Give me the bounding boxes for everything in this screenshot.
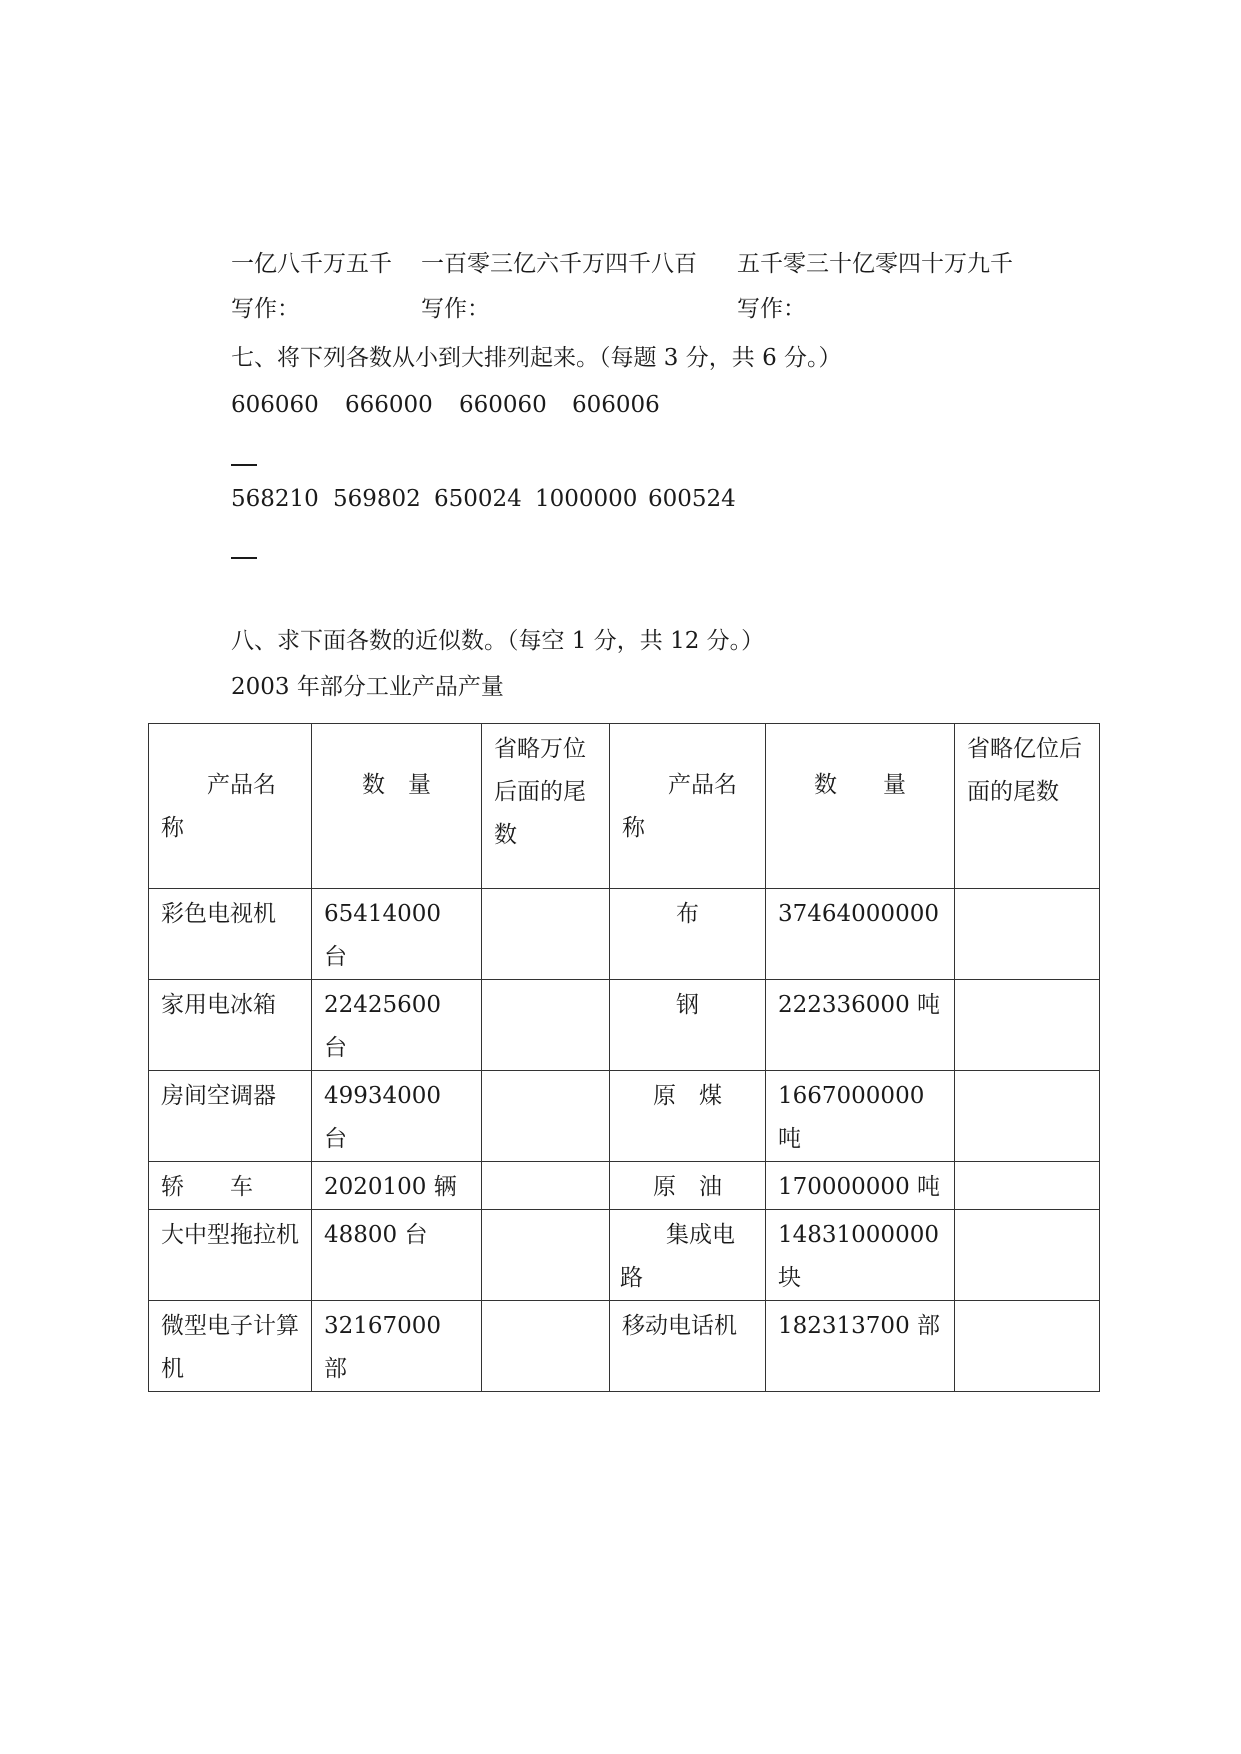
answer-cell[interactable]	[955, 1162, 1100, 1210]
header-qty-left: 数 量	[312, 724, 482, 889]
header-approx-right: 省略亿位后面的尾数	[955, 724, 1100, 889]
product-quantity: 49934000 台	[312, 1071, 482, 1162]
answer-cell[interactable]	[482, 1301, 610, 1392]
set1-num-2: 666000	[345, 392, 433, 418]
answer-cell[interactable]	[482, 1210, 610, 1301]
set1-num-1: 606060	[231, 392, 319, 418]
header-approx-left: 省略万位后面的尾数	[482, 724, 610, 889]
header-name-right: 产品名 称	[610, 724, 766, 889]
product-quantity: 22425600 台	[312, 980, 482, 1071]
set2-num-1: 568210	[231, 486, 319, 512]
product-quantity: 37464000000	[766, 889, 955, 980]
product-quantity: 14831000000 块	[766, 1210, 955, 1301]
set2-num-2: 569802	[333, 486, 421, 512]
product-name: 钢	[610, 980, 766, 1071]
set2-num-5: 600524	[648, 486, 736, 512]
production-table	[148, 723, 1100, 1392]
table-title: 2003 年部分工业产品产量	[231, 674, 504, 700]
answer-cell[interactable]	[955, 1210, 1100, 1301]
answer-line-2	[231, 557, 257, 559]
table-row	[149, 1071, 1100, 1162]
answer-cell[interactable]	[482, 1071, 610, 1162]
product-name: 原 煤	[610, 1071, 766, 1162]
set2-num-3: 650024	[434, 486, 522, 512]
section8-heading: 八、求下面各数的近似数。（每空 1 分，共 12 分。）	[231, 628, 765, 654]
product-quantity: 65414000 台	[312, 889, 482, 980]
table-row	[149, 889, 1100, 980]
product-name: 原 油	[610, 1162, 766, 1210]
product-quantity: 48800 台	[312, 1210, 482, 1301]
set2-num-4: 1000000	[535, 486, 638, 512]
product-quantity: 222336000 吨	[766, 980, 955, 1071]
product-name: 大中型拖拉机	[149, 1210, 312, 1301]
write-label-2: 写作：	[421, 296, 490, 322]
table-row	[149, 1162, 1100, 1210]
product-name: 移动电话机	[610, 1301, 766, 1392]
product-quantity: 2020100 辆	[312, 1162, 482, 1210]
product-quantity: 170000000 吨	[766, 1162, 955, 1210]
write-item-3: 五千零三十亿零四十万九千	[737, 251, 1013, 277]
answer-cell[interactable]	[482, 980, 610, 1071]
set1-num-3: 660060	[459, 392, 547, 418]
write-label-1: 写作：	[231, 296, 300, 322]
product-name: 房间空调器	[149, 1071, 312, 1162]
product-name: 家用电冰箱	[149, 980, 312, 1071]
write-label-3: 写作：	[737, 296, 806, 322]
write-item-1: 一亿八千万五千	[231, 251, 392, 277]
answer-cell[interactable]	[955, 889, 1100, 980]
answer-cell[interactable]	[482, 1162, 610, 1210]
product-name: 轿 车	[149, 1162, 312, 1210]
table-header-row	[149, 724, 1100, 889]
answer-line-1	[231, 464, 257, 466]
product-quantity: 1667000000 吨	[766, 1071, 955, 1162]
set1-num-4: 606006	[572, 392, 660, 418]
table-row	[149, 980, 1100, 1071]
product-quantity: 182313700 部	[766, 1301, 955, 1392]
product-name: 微型电子计算机	[149, 1301, 312, 1392]
header-qty-right: 数 量	[766, 724, 955, 889]
answer-cell[interactable]	[482, 889, 610, 980]
answer-cell[interactable]	[955, 1071, 1100, 1162]
table-row	[149, 1301, 1100, 1392]
product-name: 布	[610, 889, 766, 980]
answer-cell[interactable]	[955, 980, 1100, 1071]
product-name: 集成电路	[610, 1210, 766, 1301]
header-name-left: 产品名 称	[149, 724, 312, 889]
section7-heading: 七、将下列各数从小到大排列起来。（每题 3 分，共 6 分。）	[231, 345, 842, 371]
write-item-2: 一百零三亿六千万四千八百	[421, 251, 697, 277]
table-row	[149, 1210, 1100, 1301]
answer-cell[interactable]	[955, 1301, 1100, 1392]
product-quantity: 32167000 部	[312, 1301, 482, 1392]
product-name: 彩色电视机	[149, 889, 312, 980]
